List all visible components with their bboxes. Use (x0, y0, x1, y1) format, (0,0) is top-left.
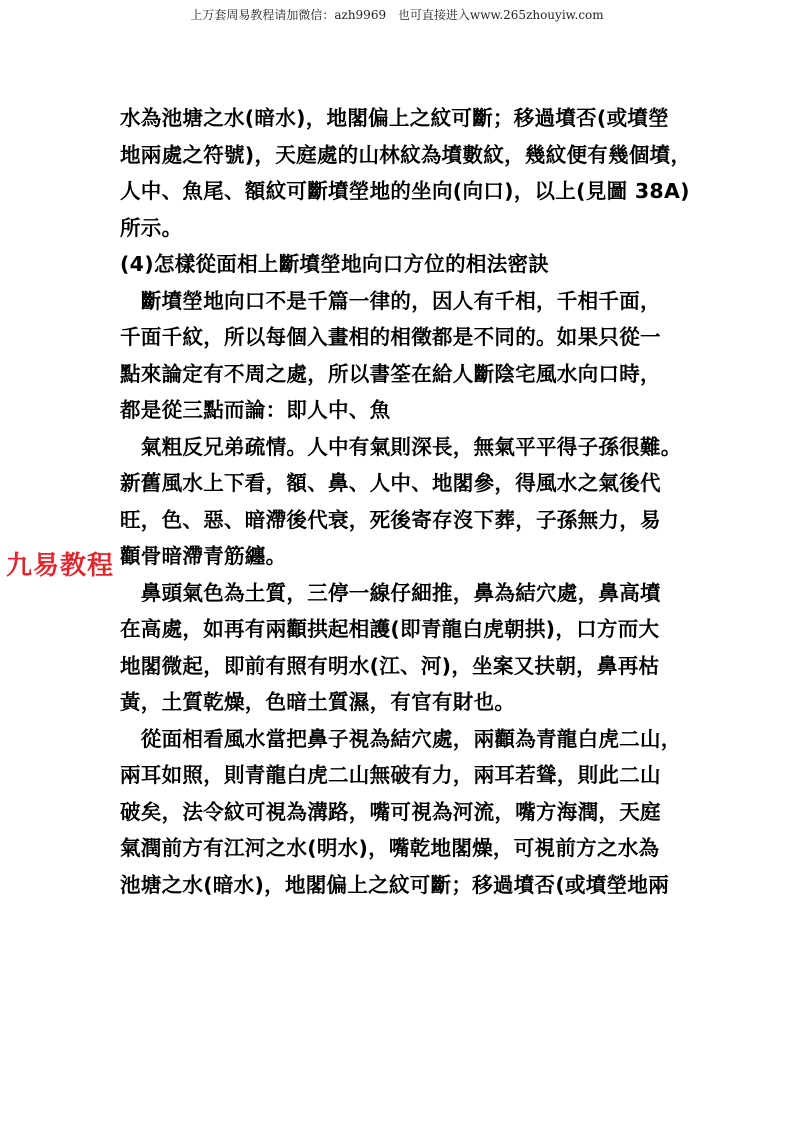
text-line: 旺，色、惡、暗滯後代衰，死後寄存沒下葬，子孫無力，易 (120, 507, 661, 532)
text-line: 池塘之水(暗水)，地閣偏上之紋可斷；移過墳否(或墳塋地兩 (120, 872, 670, 897)
text-line: 千面千紋，所以每個入畫相的相徵都是不同的。如果只從一 (120, 325, 661, 349)
header-wechat-text: 上万套周易教程请加微信：azh9969 (190, 8, 387, 22)
text-line: 地兩處之符號)，天庭處的山林紋為墳數紋，幾紋便有幾個墳， (120, 142, 692, 167)
text-line: 都是從三點而論：即人中、魚 (120, 398, 391, 422)
header-website-text: 也可直接进入www.265zhouyiw.com (397, 8, 604, 22)
watermark-logo: 九易教程 (6, 551, 115, 581)
text-line: 破矣，法令紋可視為溝路，嘴可視為河流，嘴方海潤，天庭 (120, 799, 661, 824)
text-line: 黃，土質乾燥，色暗土質濕，有官有財也。 (120, 690, 516, 714)
text-line: 新舊風水上下看，額、鼻、人中、地閣參，得風水之氣後代 (120, 471, 661, 495)
text-line: 氣潤前方有江河之水(明水)，嘴乾地閣燥，可視前方之水為 (120, 836, 660, 860)
text-line: 地閣微起，即前有照有明水(江、河)，坐案又扶朝，鼻再枯 (120, 653, 660, 678)
text-line: 點來論定有不周之處，所以書筌在給人斷陰宅風水向口時， (120, 361, 661, 386)
text-line: 水為池塘之水(暗水)，地閣偏上之紋可斷；移過墳否(或墳塋 (120, 106, 670, 130)
text-line: 鼻頭氣色為土質，三停一線仔細推，鼻為結穴處，鼻高墳 (120, 580, 661, 605)
text-line: 在高處，如再有兩顴拱起相護(即青龍白虎朝拱)，口方而大 (120, 617, 660, 641)
document-body (120, 100, 692, 903)
section-heading: (4)怎樣從面相上斷墳塋地向口方位的相法密訣 (120, 252, 550, 276)
text-line: 所示。 (120, 215, 183, 240)
text-line: 斷墳塋地向口不是千篇一律的，因人有千相，千相千面， (120, 288, 661, 313)
text-line: 人中、魚尾、額紋可斷墳塋地的坐向(向口)，以上(見圖 38A) (120, 179, 690, 203)
page-header (0, 6, 794, 23)
text-line: 顴骨暗滯青筋纏。 (120, 544, 287, 568)
text-line: 兩耳如照，則青龍白虎二山無破有力，兩耳若聳，則此二山 (120, 763, 661, 787)
text-line: 氣粗反兄弟疏情。人中有氣則深長，無氣平平得子孫很難。 (120, 434, 682, 459)
text-line: 從面相看風水當把鼻子視為結穴處，兩顴為青龍白虎二山， (120, 726, 682, 751)
